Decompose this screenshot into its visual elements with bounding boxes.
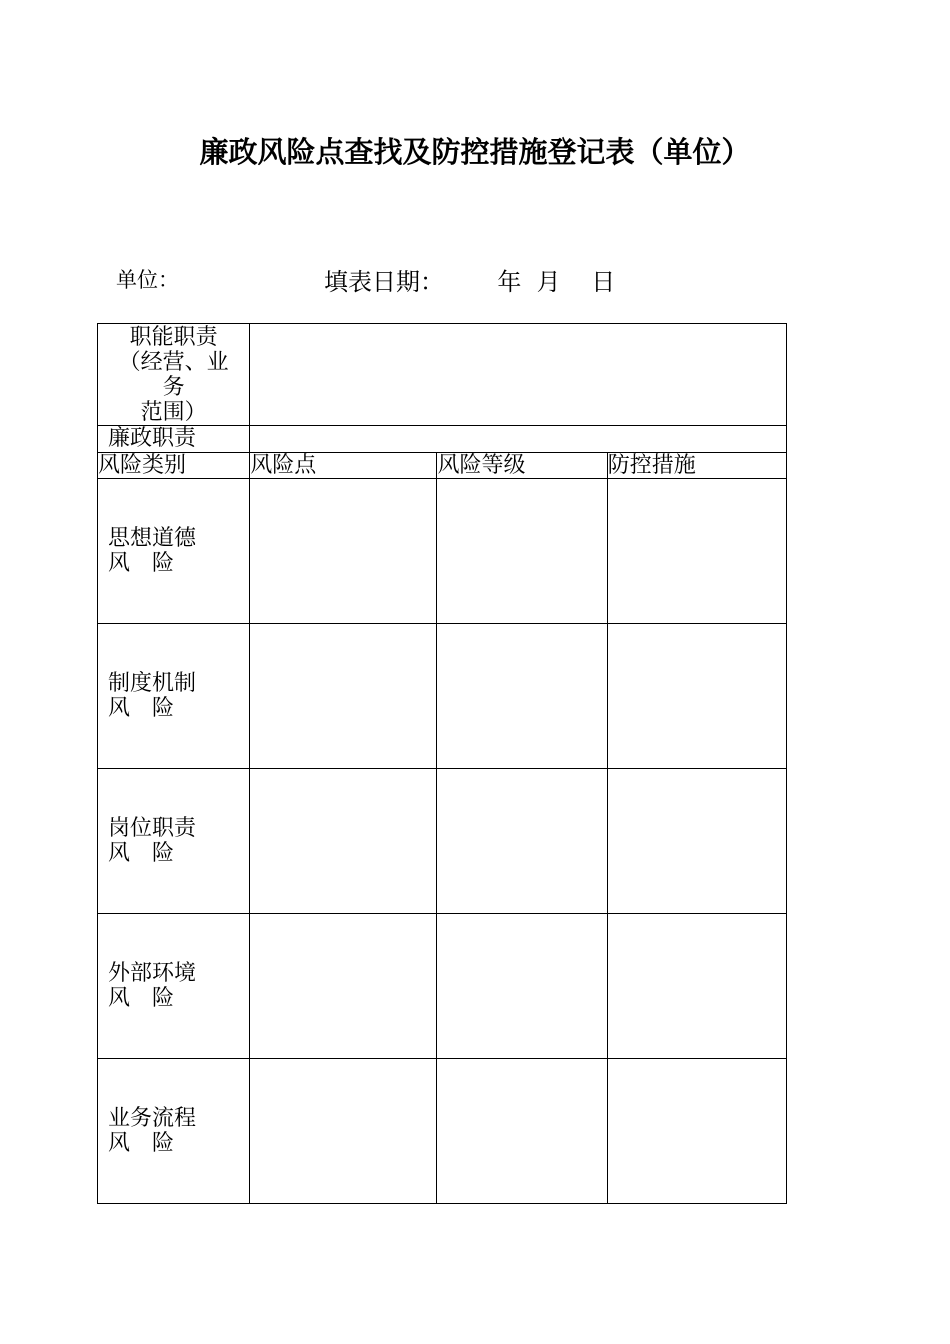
risk-category-line1: 思想道德 xyxy=(108,526,197,551)
control-measures-cell[interactable] xyxy=(607,479,786,624)
risk-point-cell[interactable] xyxy=(250,769,437,914)
header-risk-level: 风险等级 xyxy=(437,453,607,479)
year-label: 年 xyxy=(497,268,522,296)
header-row xyxy=(98,453,787,479)
header-control-measures: 防控措施 xyxy=(607,453,786,479)
risk-level-cell[interactable] xyxy=(437,769,607,914)
clean-duty-row xyxy=(98,426,787,453)
duty-label-cell xyxy=(98,324,250,426)
table-row xyxy=(98,769,787,914)
control-measures-cell[interactable] xyxy=(607,624,786,769)
control-measures-cell[interactable] xyxy=(607,1059,786,1204)
day-label: 日 xyxy=(591,268,616,296)
risk-category-cell xyxy=(98,769,250,914)
risk-category-line2: 风 险 xyxy=(108,1131,175,1156)
duty-label-line: 范围） xyxy=(140,400,207,425)
date-label: 填表日期： xyxy=(324,268,444,296)
risk-category-line2: 风 险 xyxy=(108,986,175,1011)
page-title: 廉政风险点查找及防控措施登记表（单位） xyxy=(199,135,751,169)
risk-point-cell[interactable] xyxy=(250,624,437,769)
risk-category-cell xyxy=(98,914,250,1059)
duty-row xyxy=(98,324,787,426)
risk-category-line1: 外部环境 xyxy=(108,961,197,986)
risk-point-cell[interactable] xyxy=(250,914,437,1059)
risk-category-line2: 风 险 xyxy=(108,696,175,721)
risk-category-line1: 业务流程 xyxy=(108,1106,197,1131)
table-row xyxy=(98,914,787,1059)
header-risk-point: 风险点 xyxy=(250,453,437,479)
duty-value-cell[interactable] xyxy=(250,324,787,426)
risk-point-cell[interactable] xyxy=(250,1059,437,1204)
clean-duty-value-cell[interactable] xyxy=(250,426,787,453)
risk-category-cell xyxy=(98,1059,250,1204)
duty-label-line: 务 xyxy=(162,375,185,400)
risk-category-line2: 风 险 xyxy=(108,551,175,576)
control-measures-cell[interactable] xyxy=(607,769,786,914)
risk-level-cell[interactable] xyxy=(437,914,607,1059)
header-risk-category: 风险类别 xyxy=(98,453,250,479)
risk-category-cell xyxy=(98,479,250,624)
risk-category-line1: 岗位职责 xyxy=(108,816,197,841)
clean-duty-label: 廉政职责 xyxy=(98,426,250,453)
risk-level-cell[interactable] xyxy=(437,624,607,769)
table-row xyxy=(98,1059,787,1204)
fill-date xyxy=(324,262,615,297)
unit-label: 单位： xyxy=(116,268,179,292)
risk-level-cell[interactable] xyxy=(437,1059,607,1204)
table-row xyxy=(98,479,787,624)
month-label: 月 xyxy=(536,268,561,296)
table-row xyxy=(98,624,787,769)
risk-level-cell[interactable] xyxy=(437,479,607,624)
risk-category-line2: 风 险 xyxy=(108,841,175,866)
risk-category-line1: 制度机制 xyxy=(108,671,197,696)
risk-category-cell xyxy=(98,624,250,769)
risk-register-table xyxy=(97,323,787,1204)
control-measures-cell[interactable] xyxy=(607,914,786,1059)
duty-label-line: （经营、业 xyxy=(118,350,229,375)
risk-point-cell[interactable] xyxy=(250,479,437,624)
duty-label-line: 职能职责 xyxy=(129,325,218,350)
